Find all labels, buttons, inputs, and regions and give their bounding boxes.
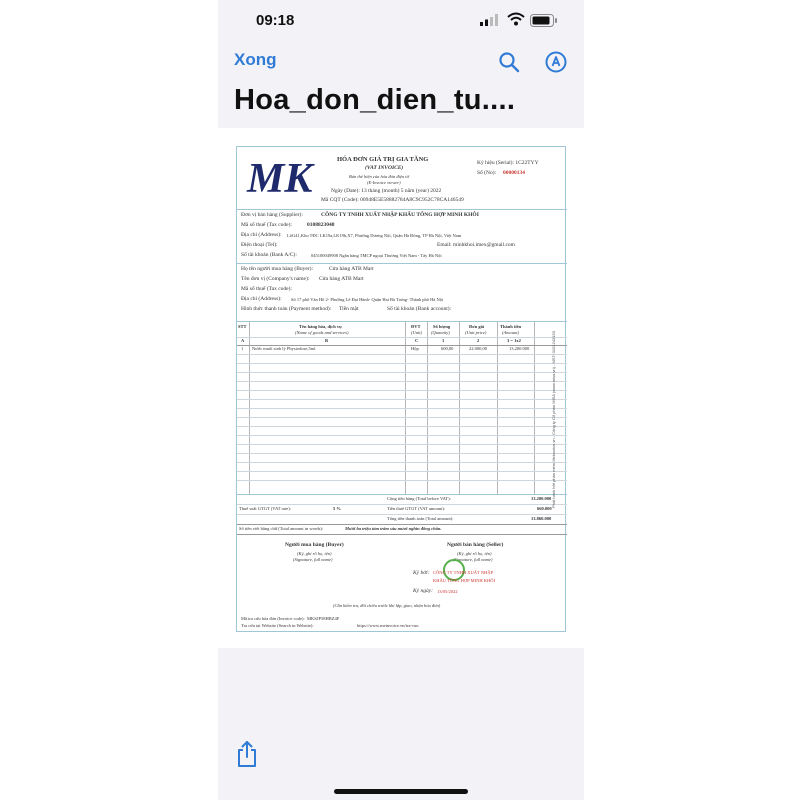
row-unit: Hộp (411, 346, 419, 351)
invoice-number: 00000134 (503, 170, 525, 176)
check-note: (Cần kiểm tra, đối chiếu trước khi lập, giao, nhận hóa đơn) (333, 603, 441, 608)
invoice-date: Ngày (Date): 13 tháng (month) 5 năm (year) 2022 (331, 188, 442, 194)
vat-amount: 660.000 (537, 506, 552, 511)
payment-method-label: Hình thức thanh toán (Payment method): (241, 306, 332, 312)
tax-authority-code: Mã CQT (Code): 00948E5E58882784A8C9C952C78CA146549 (321, 197, 464, 203)
col-code-a: A (241, 338, 245, 343)
buyer-signature-note-en: (Signature, full name) (293, 557, 333, 562)
col-code-c: C (415, 338, 419, 343)
vat-rate-label: Thuế suất GTGT (VAT rate): (239, 506, 291, 511)
done-button[interactable]: Xong (234, 50, 277, 69)
document-title: Hoa_don_dien_tu.... (234, 84, 516, 116)
nav-bar (218, 44, 584, 80)
col-code-2: 2 (477, 338, 480, 343)
status-bar (218, 0, 584, 44)
col-code-3: 3 = 1x2 (507, 338, 521, 343)
battery-icon (530, 14, 558, 27)
row-unit-price: 22.000,00 (469, 346, 487, 351)
seller-bank-label: Số tài khoản (Bank A/C): (241, 252, 297, 258)
seller-email: Email: minhkhoi.imex@gmail.com (437, 242, 515, 248)
signed-by-line1: CÔNG TY TNHH XUẤT NHẬP (433, 570, 494, 575)
buyer-company-label: Tên đơn vị (Company's name): (241, 276, 310, 282)
signed-by-label: Ký bởi: (413, 570, 430, 576)
col-header-amount: Thành tiền (500, 324, 522, 329)
cellular-signal-icon (480, 14, 500, 26)
lookup-code: MKSJP58HBZ4F (307, 616, 340, 621)
seller-tax-code: 0108823048 (307, 222, 335, 228)
col-code-1: 1 (442, 338, 445, 343)
lookup-code-label: Mã tra cứu hóa đơn (Invoice code): (241, 616, 305, 621)
seller-address-label: Địa chỉ (Address): (241, 232, 282, 238)
buyer-address: Số 17 phố Văn Hồ 2- Phường Lê Đại Hành- Quận Hai Bà Trưng- Thành phố Hà Nội (291, 297, 444, 302)
invoice-serial: Ký hiệu (Serial): 1C22TYY (477, 160, 539, 166)
publisher-note: Phát hành bởi phần mềm Meinvoice.vn - Công ty Cổ phần MISA (www.misa.vn) - MST: 0101243150 (551, 331, 556, 508)
seller-phone-label: Điện thoại (Tel): (241, 242, 278, 248)
col-header-unit: ĐVT (411, 324, 421, 329)
seller-signature-note-en: (Signature, full name) (453, 557, 493, 562)
payment-method: Tiền mặt (339, 306, 359, 312)
home-indicator (334, 789, 468, 794)
items-table (237, 321, 567, 495)
vat-amount-label: Tiền thuế GTGT (VAT amount): (387, 506, 446, 511)
grand-total: 13.860.000 (531, 516, 552, 521)
table-row (237, 346, 567, 354)
col-header-qty: Số lượng (433, 324, 451, 329)
invoice-heading-en: (VAT INVOICE) (365, 165, 404, 171)
total-before-vat: 13.200.000 (531, 496, 552, 501)
signed-date: 13/05/2022 (437, 589, 458, 594)
invoice-heading: HÓA ĐƠN GIÁ TRỊ GIA TĂNG (337, 156, 429, 163)
seller-label: Đơn vị bán hàng (Supplier): (241, 212, 303, 218)
header-divider (237, 209, 567, 210)
seller-address: LôG41,Khu TĐC LK19a,LK19b,X7, Phường Dương Nội, Quận Hà Đông, TP Hà Nội, Việt Nam (287, 233, 462, 238)
col-header-price: Đơn giá (469, 324, 485, 329)
col-header-name: Tên hàng hóa, dịch vụ (299, 324, 342, 329)
signed-by-line2: KHẨU TỔNG HỢP MINH KHÔI (433, 578, 495, 583)
vat-rate: 5 % (333, 506, 341, 511)
status-time: 09:18 (256, 12, 295, 29)
buyer-signature-title: Người mua hàng (Buyer) (285, 542, 344, 548)
search-icon[interactable] (497, 50, 521, 74)
company-logo: MK (247, 156, 313, 202)
seller-bank: 045100049908 Ngân hàng TMCP ngoại Thương Việt Nam - Tây Hà Nội (311, 253, 442, 258)
row-quantity: 600,00 (441, 346, 454, 351)
document-page (218, 128, 584, 648)
buyer-name-label: Họ tên người mua hàng (Buyer): (241, 266, 314, 272)
col-header-amount-en: (Amount) (502, 330, 519, 335)
seller-divider (237, 263, 567, 264)
col-header-stt: STT (238, 324, 247, 329)
row-product-name: Nước muối sinh lý Physiodose,5ml (252, 346, 316, 351)
total-before-vat-label: Cộng tiền hàng (Total before VAT): (387, 496, 451, 501)
col-header-qty-en: (Quantity) (431, 330, 450, 335)
seller-tax-label: Mã số thuế (Tax code): (241, 222, 292, 228)
col-code-b: B (325, 338, 329, 343)
lookup-site[interactable]: https://www.meinvoice.vn/tra-cuu (357, 623, 419, 628)
buyer-bank-label: Số tài khoản (Bank account): (387, 306, 452, 312)
invoice-subheading-en: (E-Invoice viewer) (367, 180, 401, 185)
buyer-company: Cửa hàng ATB Mart (319, 276, 364, 282)
seller-name: CÔNG TY TNHH XUẤT NHẬP KHẨU TỔNG HỢP MINH KHÔI (321, 212, 479, 218)
buyer-address-label: Địa chỉ (Address): (241, 296, 282, 302)
buyer-name: Cửa hàng ATB Mart (329, 266, 374, 272)
amount-in-words: Mười ba triệu tám trăm sáu mươi nghìn đồng chẵn. (345, 526, 442, 531)
grand-total-label: Tổng tiền thanh toán (Total amount): (387, 516, 454, 521)
seller-signature-note: (Ký, ghi rõ họ, tên) (457, 551, 492, 556)
lookup-site-label: Tra cứu tại Website (Search in Website): (241, 623, 314, 628)
phone-screen (218, 0, 584, 800)
invoice (236, 146, 566, 632)
signed-date-label: Ký ngày: (413, 588, 434, 594)
invoice-number-label: Số (No): (477, 170, 497, 176)
invoice-subheading: Bản thể hiện của hóa đơn điện tử (349, 174, 409, 179)
seller-signature-title: Người bán hàng (Seller) (447, 542, 504, 548)
amount-in-words-label: Số tiền viết bằng chữ (Total amount in words): (239, 526, 324, 531)
row-stt: 1 (241, 346, 244, 351)
buyer-signature-note: (Ký, ghi rõ họ, tên) (297, 551, 332, 556)
col-header-name-en: (Name of goods and services) (295, 330, 349, 335)
col-header-price-en: (Unit price) (465, 330, 487, 335)
share-icon[interactable] (236, 740, 258, 768)
row-amount: 13.200.000 (509, 346, 530, 351)
markup-icon[interactable] (544, 50, 568, 74)
wifi-icon (507, 12, 525, 26)
buyer-tax-label: Mã số thuế (Tax code): (241, 286, 292, 292)
col-header-unit-en: (Unit) (411, 330, 422, 335)
